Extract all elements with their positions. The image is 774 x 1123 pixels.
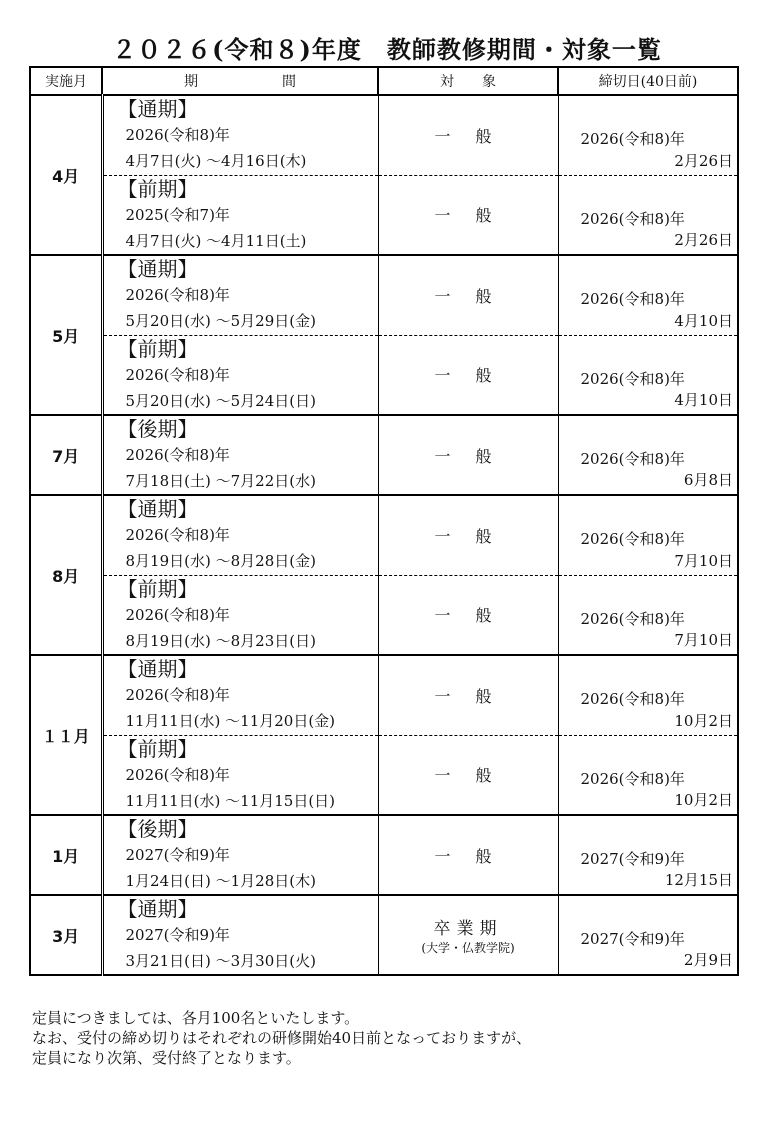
term-label: 【通期】 <box>117 897 198 921</box>
month-cell: 1月 <box>30 815 102 895</box>
period-year: 2026(令和8)年 <box>125 605 230 624</box>
term-label: 【通期】 <box>117 657 198 681</box>
note-line: 定員になり次第、受付終了となります。 <box>32 1049 301 1067</box>
term-label: 【前期】 <box>117 176 198 201</box>
deadline-year: 2026(令和8)年 <box>580 450 685 468</box>
period-year: 2027(令和9)年 <box>125 926 230 944</box>
deadline-cell <box>558 415 738 495</box>
table-header-row <box>30 67 738 95</box>
deadline-cell <box>558 895 738 975</box>
table-row <box>30 815 738 895</box>
month-cell: 5月 <box>30 255 102 415</box>
deadline-date: 12月15日 <box>664 871 733 889</box>
period-dates: 11月11日(水) ～11月20日(金) <box>125 712 336 730</box>
month-cell: 7月 <box>30 415 102 495</box>
period-year: 2026(令和8)年 <box>125 446 230 464</box>
month-cell: 4月 <box>30 95 102 255</box>
deadline-year: 2026(令和8)年 <box>580 130 685 148</box>
table-row <box>30 575 738 655</box>
deadline-year: 2026(令和8)年 <box>580 369 685 388</box>
target-cell <box>378 895 558 975</box>
period-cell <box>102 335 378 415</box>
target-cell: 一 般 <box>378 255 558 335</box>
term-label: 【後期】 <box>117 817 198 841</box>
table-row <box>30 495 738 575</box>
term-label: 【通期】 <box>117 97 198 121</box>
period-year: 2025(令和7)年 <box>125 205 230 224</box>
deadline-cell <box>558 575 738 655</box>
deadline-date: 2月26日 <box>674 231 733 249</box>
deadline-date: 6月8日 <box>683 471 733 489</box>
period-year: 2026(令和8)年 <box>125 765 230 784</box>
period-cell <box>102 815 378 895</box>
deadline-date: 7月10日 <box>674 631 733 649</box>
term-label: 【通期】 <box>117 257 198 281</box>
target-cell: 一 般 <box>378 815 558 895</box>
deadline-year: 2026(令和8)年 <box>580 690 685 708</box>
target-cell: 一 般 <box>378 175 558 255</box>
deadline-date: 4月10日 <box>674 391 733 409</box>
period-year: 2027(令和9)年 <box>125 846 230 864</box>
period-dates: 4月7日(火) ～4月16日(木) <box>125 152 307 170</box>
term-label: 【前期】 <box>117 736 198 761</box>
target-cell: 一 般 <box>378 655 558 735</box>
deadline-year: 2027(令和9)年 <box>580 850 685 868</box>
term-label: 【前期】 <box>117 576 198 601</box>
deadline-date: 10月2日 <box>674 711 733 730</box>
term-label: 【通期】 <box>117 497 198 521</box>
period-cell <box>102 255 378 335</box>
table-row <box>30 895 738 975</box>
deadline-year: 2026(令和8)年 <box>580 290 685 308</box>
period-cell <box>102 495 378 575</box>
period-cell <box>102 95 378 175</box>
term-label: 【後期】 <box>117 417 198 441</box>
notes <box>32 1008 531 1068</box>
period-dates: 8月19日(水) ～8月28日(金) <box>125 552 316 570</box>
table-row <box>30 415 738 495</box>
target-cell: 一 般 <box>378 575 558 655</box>
table-row <box>30 655 738 735</box>
period-dates: 8月19日(水) ～8月23日(日) <box>125 631 316 650</box>
target-cell: 一 般 <box>378 335 558 415</box>
period-dates: 3月21日(日) ～3月30日(火) <box>125 952 316 970</box>
target-cell: 一 般 <box>378 495 558 575</box>
page-title: ２０２６(令和８)年度 教師教修期間・対象一覧 <box>112 35 662 64</box>
period-cell <box>102 895 378 975</box>
deadline-year: 2027(令和9)年 <box>580 930 685 948</box>
period-cell <box>102 415 378 495</box>
deadline-date: 4月10日 <box>674 311 733 330</box>
deadline-cell <box>558 335 738 415</box>
deadline-cell <box>558 815 738 895</box>
period-year: 2026(令和8)年 <box>125 526 230 544</box>
period-cell <box>102 175 378 255</box>
header-period: 期 間 <box>102 67 378 95</box>
deadline-date: 7月10日 <box>674 551 733 570</box>
term-label: 【前期】 <box>117 336 198 361</box>
target-sub: (大学・仏教学院) <box>421 941 515 955</box>
deadline-date: 10月2日 <box>674 791 733 809</box>
month-cell: １１月 <box>30 655 102 815</box>
target-cell: 一 般 <box>378 95 558 175</box>
period-year: 2026(令和8)年 <box>125 286 230 304</box>
header-month: 実施月 <box>30 67 102 95</box>
deadline-year: 2026(令和8)年 <box>580 209 685 228</box>
period-dates: 1月24日(日) ～1月28日(木) <box>125 872 316 890</box>
period-cell <box>102 655 378 735</box>
period-dates: 5月20日(水) ～5月24日(日) <box>125 391 316 410</box>
period-dates: 5月20日(水) ～5月29日(金) <box>125 312 316 330</box>
period-dates: 7月18日(土) ～7月22日(水) <box>125 472 316 490</box>
note-line: 定員につきましては、各月100名といたします。 <box>32 1009 360 1027</box>
period-year: 2026(令和8)年 <box>125 365 230 384</box>
table-row <box>30 175 738 255</box>
deadline-year: 2026(令和8)年 <box>580 769 685 788</box>
header-deadline: 締切日(40日前) <box>558 67 738 95</box>
deadline-cell <box>558 495 738 575</box>
schedule-table <box>29 66 739 976</box>
table-row <box>30 735 738 815</box>
deadline-cell <box>558 175 738 255</box>
period-dates: 11月11日(水) ～11月15日(日) <box>125 791 336 810</box>
target-cell: 一 般 <box>378 415 558 495</box>
period-year: 2026(令和8)年 <box>125 126 230 144</box>
deadline-date: 2月26日 <box>674 151 733 170</box>
deadline-year: 2026(令和8)年 <box>580 530 685 548</box>
header-target: 対 象 <box>378 67 558 95</box>
period-year: 2026(令和8)年 <box>125 686 230 704</box>
deadline-cell <box>558 95 738 175</box>
note-line: なお、受付の締め切りはそれぞれの研修開始40日前となっておりますが、 <box>32 1029 532 1047</box>
deadline-cell <box>558 255 738 335</box>
period-dates: 4月7日(火) ～4月11日(土) <box>125 231 307 250</box>
month-cell: 8月 <box>30 495 102 655</box>
table-row <box>30 335 738 415</box>
deadline-year: 2026(令和8)年 <box>580 609 685 628</box>
target-label: 卒業期 <box>433 919 503 939</box>
month-cell: 3月 <box>30 895 102 975</box>
period-cell <box>102 575 378 655</box>
table-row <box>30 255 738 335</box>
period-cell <box>102 735 378 815</box>
table-row <box>30 95 738 175</box>
deadline-cell <box>558 655 738 735</box>
deadline-date: 2月9日 <box>683 951 733 969</box>
target-cell: 一 般 <box>378 735 558 815</box>
deadline-cell <box>558 735 738 815</box>
